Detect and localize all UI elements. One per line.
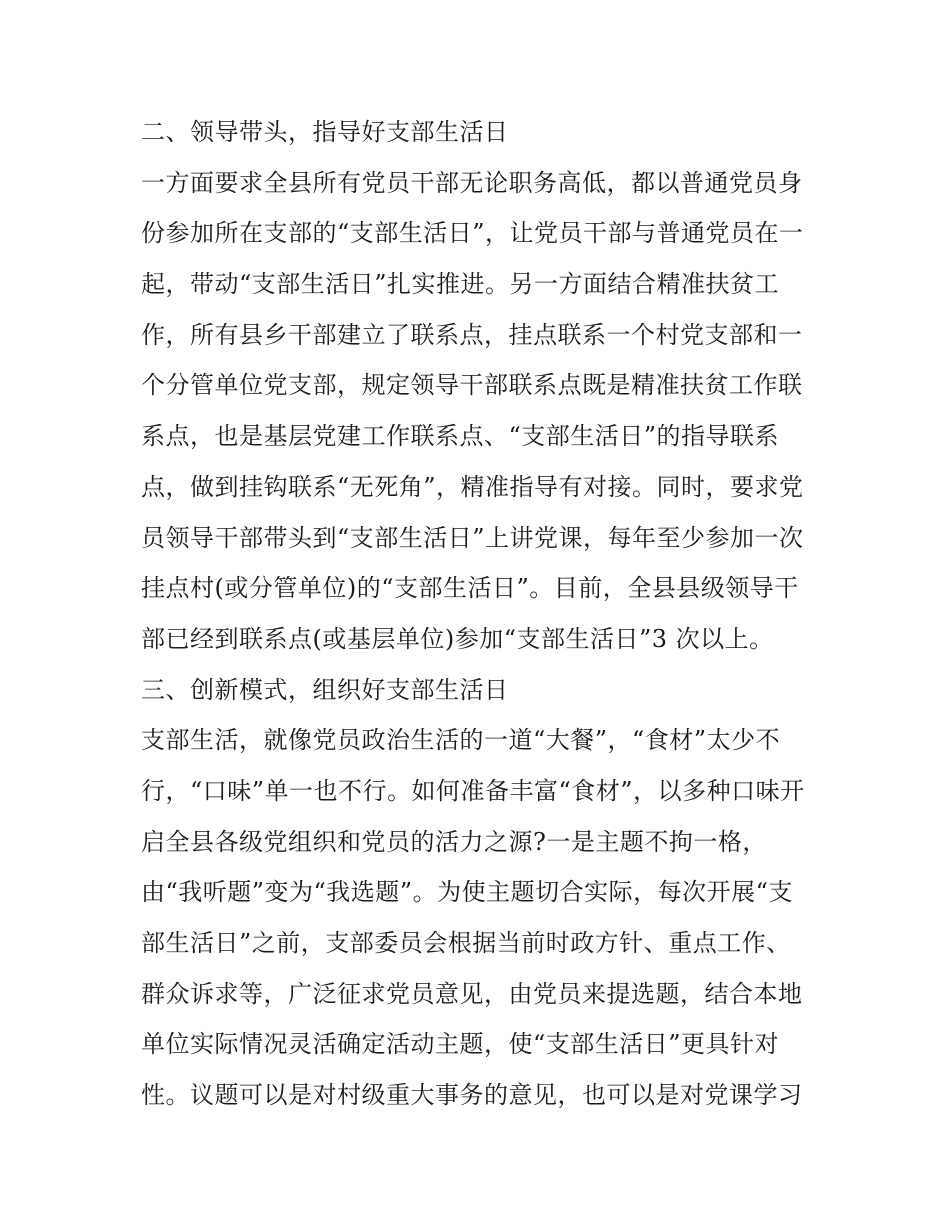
paragraph-line: 部已经到联系点(或基层单位)参加“支部生活日”3 次以上。 [141, 624, 774, 653]
paragraph-line: 性。议题可以是对村级重大事务的意见，也可以是对党课学习 [141, 1081, 803, 1110]
paragraph-line: 支部生活，就像党员政治生活的一道“大餐”，“食材”太少不 [141, 726, 781, 755]
paragraph-line: 群众诉求等，广泛征求党员意见，由党员来提选题，结合本地 [141, 979, 803, 1008]
paragraph-line: 部生活日”之前，支部委员会根据当前时政方针、重点工作、 [141, 929, 791, 957]
document-body [141, 107, 821, 1121]
paragraph-line: 挂点村(或分管单位)的“支部生活日”。目前，全县县级领导干 [141, 574, 799, 603]
paragraph-line: 作，所有县乡干部建立了联系点，挂点联系一个村党支部和一 [141, 320, 803, 349]
paragraph-line: 系点，也是基层党建工作联系点、“支部生活日”的指导联系 [141, 422, 780, 451]
paragraph-line: 点，做到挂钩联系“无死角”，精准指导有对接。同时，要求党 [141, 472, 804, 501]
paragraph-line: 启全县各级党组织和党员的活力之源?一是主题不拘一格， [141, 827, 767, 856]
paragraph-line: 个分管单位党支部，规定领导干部联系点既是精准扶贫工作联 [141, 371, 803, 400]
paragraph-line: 行，“口味”单一也不行。如何准备丰富“食材”，以多种口味开 [141, 776, 805, 805]
paragraph-line: 一方面要求全县所有党员干部无论职务高低，都以普通党员身 [141, 168, 803, 197]
paragraph-line: 员领导干部带头到“支部生活日”上讲党课，每年至少参加一次 [141, 523, 804, 552]
paragraph-line: 份参加所在支部的“支部生活日”，让党员干部与普通党员在一 [141, 219, 804, 248]
paragraph-line: 由“我听题”变为“我选题”。为使主题切合实际，每次开展“支 [141, 878, 793, 907]
section-heading-3: 三、创新模式，组织好支部生活日 [141, 675, 509, 704]
paragraph-line: 起，带动“支部生活日”扎实推进。另一方面结合精准扶贫工 [141, 270, 780, 299]
paragraph-line: 单位实际情况灵活确定活动主题，使“支部生活日”更具针对 [141, 1030, 780, 1059]
section-heading-2: 二、领导带头，指导好支部生活日 [141, 118, 509, 146]
